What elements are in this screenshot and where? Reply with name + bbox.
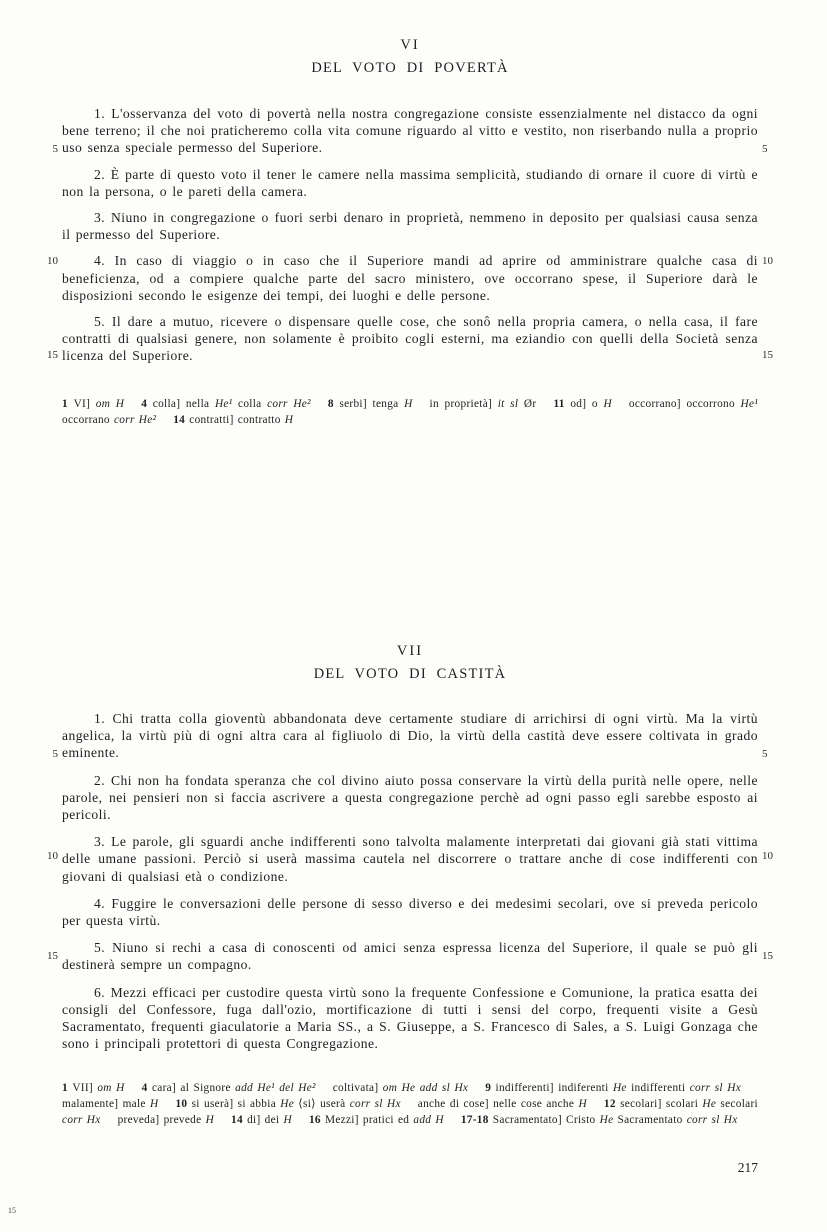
- apparatus-run: secolari: [720, 1098, 758, 1110]
- section-number-heading: VI: [400, 37, 420, 53]
- apparatus-run: 10: [175, 1098, 192, 1110]
- paragraph: 4. Fuggire le conversazioni delle persone di sesso diverso e dei medesimi secolari, ove si preveda pericolo per questa virtù.: [62, 895, 758, 929]
- apparatus-run: colla] nella: [152, 398, 215, 410]
- apparatus-run: 16: [308, 1114, 325, 1126]
- line-number: 10: [762, 850, 773, 862]
- apparatus-run: indifferenti] indiferenti: [495, 1082, 613, 1094]
- apparatus-entry: [62, 1082, 125, 1094]
- apparatus-run: 11: [553, 398, 571, 410]
- apparatus-entry: [553, 398, 611, 410]
- apparatus-run: malamente] male: [62, 1098, 150, 1110]
- line-number: 15: [47, 349, 58, 361]
- apparatus-entry: [309, 1114, 444, 1126]
- apparatus-run: He: [612, 1082, 632, 1094]
- apparatus-run: add H: [413, 1114, 444, 1126]
- page-number: 217: [737, 1160, 758, 1175]
- apparatus-run: 1: [62, 1082, 73, 1094]
- apparatus-run: Ør: [523, 398, 537, 410]
- apparatus-run: H: [578, 1098, 587, 1110]
- apparatus-entry: [141, 398, 311, 410]
- line-number: 15: [762, 349, 773, 361]
- apparatus-run: He: [702, 1098, 721, 1110]
- line-number: 10: [47, 255, 58, 267]
- apparatus-entry: [231, 1114, 292, 1126]
- apparatus-entry: [142, 1082, 316, 1094]
- apparatus-entry: [328, 398, 413, 410]
- apparatus-run: He: [280, 1098, 299, 1110]
- apparatus-run: 9: [485, 1082, 496, 1094]
- apparatus-run: od] o: [570, 398, 604, 410]
- apparatus-run: colla: [238, 398, 268, 410]
- section-vi-body: [62, 105, 758, 374]
- apparatus-run: H: [603, 398, 612, 410]
- apparatus-run: 14: [231, 1114, 248, 1126]
- apparatus-run: He: [599, 1114, 618, 1126]
- apparatus-run: in proprietà]: [429, 398, 498, 410]
- apparatus-run: H: [284, 414, 294, 426]
- section-title: DEL VOTO DI POVERTÀ: [311, 60, 509, 76]
- apparatus-run: preveda] prevede: [117, 1114, 206, 1126]
- critical-apparatus: [62, 1080, 758, 1128]
- apparatus-run: add He¹ del He²: [235, 1082, 316, 1094]
- paragraph: 1. Chi tratta colla gioventù abbandonata deve certamente studiare di arrichirsi di ogni virtù. Ma la virtù angelica, la virtù più di ogni altra cara al figliuolo di Dio, la virtù della castità deve essere coltivata in grado eminente.: [62, 711, 758, 761]
- apparatus-entry: [333, 1082, 468, 1094]
- apparatus-run: corr sl Hx: [689, 1082, 742, 1094]
- apparatus-run: indifferenti: [631, 1082, 690, 1094]
- apparatus-entry: [173, 414, 293, 426]
- apparatus-entry: [62, 398, 124, 410]
- paragraph: 2. È parte di questo voto il tener le camere nella massima semplicità, studiando di ornare il cuore di virtù e non la persona, o le pareti della camera.: [62, 166, 758, 199]
- apparatus-run: om H: [95, 398, 125, 410]
- apparatus-run: Mezzi] pratici ed: [324, 1114, 414, 1126]
- apparatus-run: ⟨si⟩ userà: [298, 1098, 350, 1110]
- apparatus-run: 14: [173, 414, 190, 426]
- paragraph: 5. Il dare a mutuo, ricevere o dispensare quelle cose, che sonô nella propria camera, o nella casa, il fare contratti di qualsiasi genere, non solamente è proibito cogli esterni, ma eziandio con quelli della Società senza licenza del Superiore.: [62, 314, 758, 364]
- apparatus-entry: [485, 1082, 741, 1094]
- line-number: 10: [47, 850, 58, 862]
- paragraph: 1. L'osservanza del voto di povertà nella nostra congregazione consiste essenzialmente nel distacco da ogni bene terreno; il che noi praticheremo colla vita comune riguardo al vitto e vestito, non riserbando nulla a proprio uso senza speciale permesso del Superiore.: [62, 106, 758, 156]
- paragraph: 3. Le parole, gli sguardi anche indifferenti sono talvolta malamente interpretati dai giovani già stati vittima delle umane passioni. Perciò si userà massima cautela nel discorrere o trattare anche di cose indifferenti con giovani di qualsiasi età o condizione.: [62, 834, 758, 884]
- apparatus-run: 12: [603, 1098, 621, 1110]
- apparatus-run: om He add sl Hx: [382, 1082, 469, 1094]
- apparatus-run: H: [404, 398, 413, 410]
- apparatus-run: cara] al Signore: [151, 1082, 236, 1094]
- apparatus-run: coltivata]: [332, 1082, 383, 1094]
- apparatus-run: He¹: [214, 398, 239, 410]
- apparatus-run: serbi] tenga: [339, 398, 405, 410]
- apparatus-run: di] dei: [247, 1114, 284, 1126]
- apparatus-run: secolari] scolari: [620, 1098, 703, 1110]
- apparatus-run: VII]: [72, 1082, 98, 1094]
- apparatus-run: 4: [141, 1082, 152, 1094]
- apparatus-run: corr He²: [113, 414, 157, 426]
- apparatus-run: corr He²: [267, 398, 311, 410]
- paragraph: 2. Chi non ha fondata speranza che col divino aiuto possa conservare la virtù della purità nelle opere, nelle parole, nei pensieri non si faccia ascrivere a questa congregazione perchè ad ogni passo egli sarebbe esposto ai pericoli.: [62, 772, 758, 823]
- apparatus-run: 1: [62, 398, 74, 410]
- apparatus-run: H: [149, 1098, 159, 1110]
- apparatus-run: si userà] si abbia: [191, 1098, 281, 1110]
- apparatus-run: H: [283, 1114, 292, 1126]
- section-title: DEL VOTO DI CASTITÀ: [313, 666, 507, 682]
- line-number: 5: [52, 748, 58, 760]
- apparatus-run: occorrano: [62, 414, 114, 426]
- line-number: 5: [762, 143, 768, 155]
- section-number-heading: VII: [396, 643, 424, 659]
- line-number: 15: [762, 950, 773, 962]
- apparatus-entry: [430, 398, 537, 410]
- apparatus-entry: [62, 1098, 158, 1110]
- line-number: 10: [762, 255, 773, 267]
- critical-apparatus: [62, 396, 758, 428]
- apparatus-run: 4: [141, 398, 153, 410]
- apparatus-run: corr sl Hx: [686, 1114, 738, 1126]
- section-vii-body: [62, 710, 758, 1062]
- apparatus-entry: [118, 1114, 214, 1126]
- apparatus-run: it sl: [497, 398, 524, 410]
- apparatus-run: corr Hx: [62, 1114, 101, 1126]
- apparatus-run: anche di cose] nelle cose anche: [417, 1098, 579, 1110]
- apparatus-run: Sacramentato] Cristo: [492, 1114, 600, 1126]
- line-number: 5: [762, 748, 768, 760]
- paragraph: 3. Niuno in congregazione o fuori serbi denaro in proprietà, nemmeno in deposito per qualsiasi causa senza il permesso del Superiore.: [62, 210, 758, 243]
- paragraph: 4. In caso di viaggio o in caso che il Superiore mandi ad aprire od amministrare qualche casa di beneficienza, od a compiere qualche parte del sacro ministero, ove occorrano spese, il Superiore darà le disposizioni secondo le esigenze dei tempi, dei luoghi e delle persone.: [62, 253, 758, 303]
- apparatus-run: contratti] contratto: [189, 414, 285, 426]
- paragraph: 6. Mezzi efficaci per custodire questa virtù sono la frequente Confessione e Comunione, la pratica esatta dei consigli del Confessore, fuga dall'ozio, mortificazione di tutti i sensi del corpo, frequenti visite a Gesù Sacramentato, frequenti giaculatorie a Maria SS., a S. Giuseppe, a S. Francesco di Sales, a S. Luigi Gonzaga che sono i principali protettori di questa Congregazione.: [62, 984, 758, 1052]
- apparatus-run: H: [205, 1114, 215, 1126]
- apparatus-run: He¹: [740, 398, 759, 410]
- apparatus-entry: [418, 1098, 587, 1110]
- print-signature: 15: [8, 1206, 16, 1215]
- apparatus-run: om H: [97, 1082, 125, 1094]
- apparatus-run: 17-18: [460, 1114, 493, 1126]
- apparatus-run: occorrano] occorrono: [628, 398, 741, 410]
- apparatus-entry: [175, 1098, 400, 1110]
- apparatus-run: VI]: [73, 398, 96, 410]
- line-number: 15: [47, 950, 58, 962]
- apparatus-entry: [461, 1114, 738, 1126]
- apparatus-run: corr sl Hx: [349, 1098, 401, 1110]
- line-number: 5: [52, 143, 58, 155]
- paragraph: 5. Niuno si rechi a casa di conoscenti od amici senza espressa licenza del Superiore, il quale se può gli destinerà sempre un compagno.: [62, 940, 758, 973]
- apparatus-run: 8: [327, 398, 340, 410]
- apparatus-run: Sacramentato: [617, 1114, 687, 1126]
